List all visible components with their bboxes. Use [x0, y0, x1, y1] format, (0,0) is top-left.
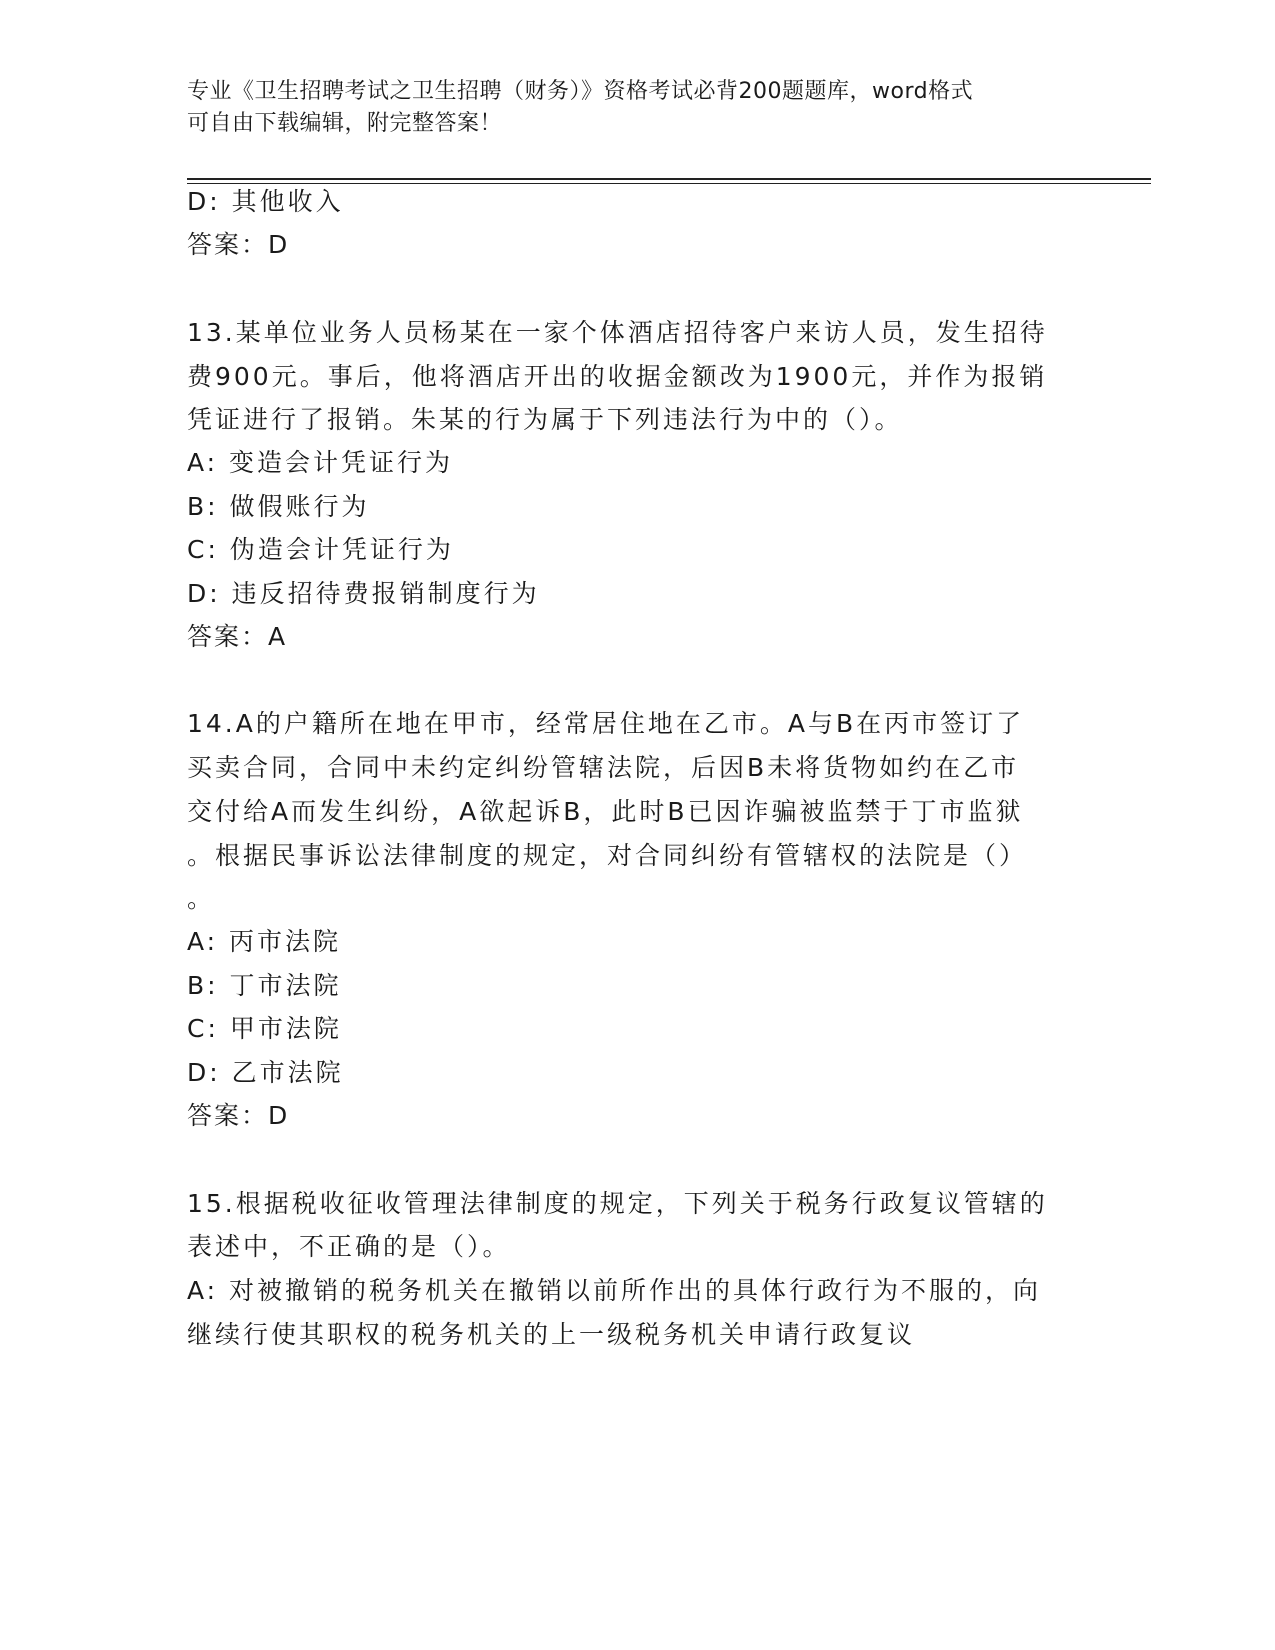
- q13-answer: 答案：A: [187, 622, 288, 651]
- document-header: [187, 76, 1067, 140]
- q14-option-d: D: 乙市法院: [187, 1058, 344, 1087]
- q13-text-line-2: 费900元。事后，他将酒店开出的收据金额改为1900元，并作为报销: [187, 362, 1048, 391]
- header-line-2: 可自由下载编辑，附完整答案！: [187, 111, 503, 136]
- q14-text-line-3: 交付给A而发生纠纷，A欲起诉B，此时B已因诈骗被监禁于丁市监狱: [187, 797, 1024, 826]
- q14-text-line-5: 。: [187, 884, 216, 913]
- q13-option-d: D: 违反招待费报销制度行为: [187, 579, 540, 608]
- q14-option-a: A: 丙市法院: [187, 927, 342, 956]
- q13-option-a: A: 变造会计凭证行为: [187, 448, 454, 477]
- prev-answer: 答案：D: [187, 230, 290, 259]
- header-line-1: 专业《卫生招聘考试之卫生招聘（财务）》资格考试必背200题题库，word格式: [187, 79, 974, 104]
- q14-text-line-2: 买卖合同，合同中未约定纠纷管辖法院，后因B未将货物如约在乙市: [187, 753, 1020, 782]
- header-rule-thin: [187, 183, 1151, 184]
- prev-option-d: D: 其他收入: [187, 187, 344, 216]
- q13-option-b: B: 做假账行为: [187, 492, 370, 521]
- q13-text-line-3: 凭证进行了报销。朱某的行为属于下列违法行为中的（）。: [187, 405, 903, 434]
- q13-option-c: C: 伪造会计凭证行为: [187, 535, 454, 564]
- q15-text-line-2: 表述中，不正确的是（）。: [187, 1232, 511, 1261]
- q13-text-line-1: 13.某单位业务人员杨某在一家个体酒店招待客户来访人员，发生招待: [187, 318, 1048, 347]
- q14-text-line-1: 14.A的户籍所在地在甲市，经常居住地在乙市。A与B在丙市签订了: [187, 709, 1025, 738]
- header-rule-thick: [187, 178, 1151, 180]
- q14-answer: 答案：D: [187, 1101, 290, 1130]
- q14-option-c: C: 甲市法院: [187, 1014, 342, 1043]
- q15-option-a-line-2: 继续行使其职权的税务机关的上一级税务机关申请行政复议: [187, 1320, 916, 1349]
- q15-option-a-line-1: A: 对被撤销的税务机关在撤销以前所作出的具体行政行为不服的，向: [187, 1276, 1042, 1305]
- q14-option-b: B: 丁市法院: [187, 971, 342, 1000]
- q15-text-line-1: 15.根据税收征收管理法律制度的规定，下列关于税务行政复议管辖的: [187, 1189, 1048, 1218]
- q14-text-line-4: 。根据民事诉讼法律制度的规定，对合同纠纷有管辖权的法院是（）: [187, 841, 1028, 870]
